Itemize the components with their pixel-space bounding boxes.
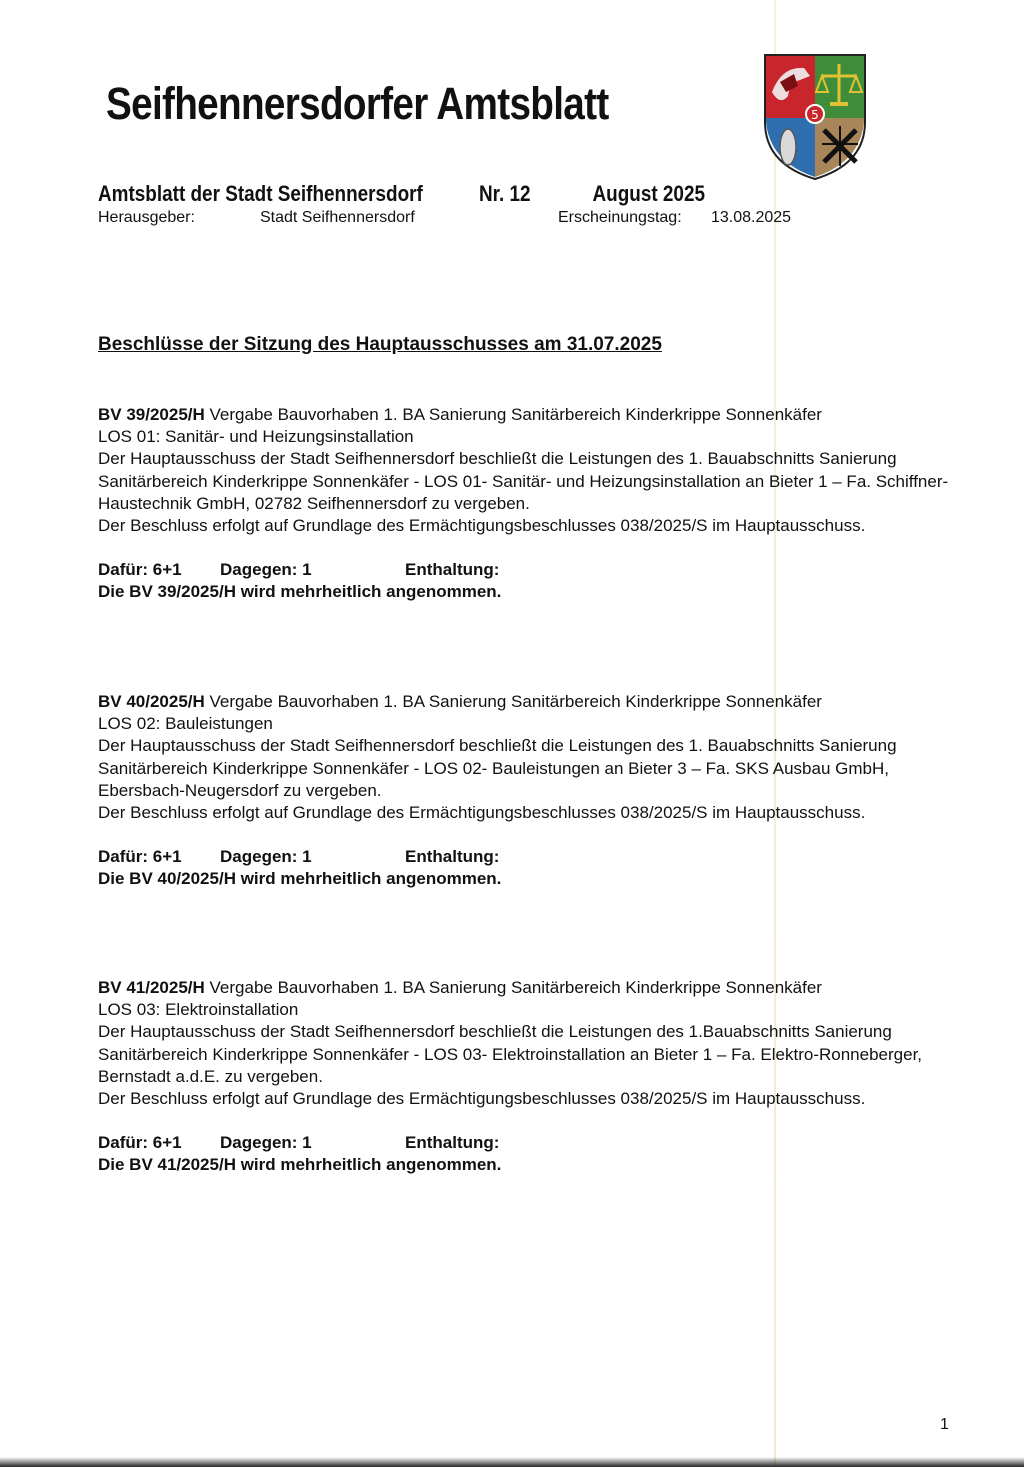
svg-text:5: 5 <box>811 108 819 122</box>
votes-abstention: Enthaltung: <box>405 560 500 580</box>
resolution-body: Der Hauptausschuss der Stadt Seifhennersdorf beschließt die Leistungen des 1.Bauabschnitts Sanierung Sanitärbereich Kinderkrippe Sonnenkäfer - LOS 03- Elektroinstallation an Bieter 1 – Fa. Elektro-Ronneberger, Bernstadt a.d.E. zu vergeben. <box>98 1022 923 1086</box>
resolution-id: BV 41/2025/H <box>98 978 205 997</box>
resolution-subject: Vergabe Bauvorhaben 1. BA Sanierung Sanitärbereich Kinderkrippe Sonnenkäfer <box>209 978 822 997</box>
votes-for: Dafür: 6+1 <box>98 560 182 580</box>
resolution-lot: LOS 03: Elektroinstallation <box>98 1000 299 1020</box>
resolution-id: BV 40/2025/H <box>98 692 205 711</box>
publisher-name: Stadt Seifhennersdorf <box>260 209 415 226</box>
resolution-block <box>98 691 958 890</box>
resolution-subject: Vergabe Bauvorhaben 1. BA Sanierung Sanitärbereich Kinderkrippe Sonnenkäfer <box>209 405 822 424</box>
publication-date: 13.08.2025 <box>711 209 792 226</box>
resolution-body: Der Hauptausschuss der Stadt Seifhennersdorf beschließt die Leistungen des 1. Bauabschnitts Sanierung Sanitärbereich Kinderkrippe Sonnenkäfer - LOS 02- Bauleistungen an Bieter 3 – Fa. SKS Ausbau GmbH, Ebersbach-Neugersdorf zu vergeben. <box>98 736 897 800</box>
section-heading: Beschlüsse der Sitzung des Hauptausschusses am 31.07.2025 <box>98 334 662 355</box>
issue-month: August 2025 <box>592 181 706 206</box>
resolution-title <box>98 691 958 713</box>
votes-for: Dafür: 6+1 <box>98 847 182 867</box>
resolution-basis: Der Beschluss erfolgt auf Grundlage des Ermächtigungsbeschlusses 038/2025/S im Hauptausschuss. <box>98 516 866 536</box>
votes-against: Dagegen: 1 <box>220 1133 312 1153</box>
coat-of-arms-icon <box>760 52 870 182</box>
votes-against: Dagegen: 1 <box>220 560 312 580</box>
resolution-id: BV 39/2025/H <box>98 405 205 424</box>
scan-bottom-edge <box>0 1457 1024 1467</box>
resolution-block <box>98 977 958 1176</box>
vote-row <box>98 846 958 868</box>
resolution-result: Die BV 39/2025/H wird mehrheitlich angenommen. <box>98 582 502 602</box>
votes-against: Dagegen: 1 <box>220 847 312 867</box>
document-title: Seifhennersdorfer Amtsblatt <box>106 78 609 129</box>
resolution-basis: Der Beschluss erfolgt auf Grundlage des Ermächtigungsbeschlusses 038/2025/S im Hauptausschuss. <box>98 803 866 823</box>
resolution-title <box>98 404 958 426</box>
resolution-result: Die BV 41/2025/H wird mehrheitlich angenommen. <box>98 1155 502 1175</box>
resolution-basis: Der Beschluss erfolgt auf Grundlage des Ermächtigungsbeschlusses 038/2025/S im Hauptausschuss. <box>98 1089 866 1109</box>
resolution-body: Der Hauptausschuss der Stadt Seifhennersdorf beschließt die Leistungen des 1. Bauabschnitts Sanierung Sanitärbereich Kinderkrippe Sonnenkäfer - LOS 01- Sanitär- und Heizungsinstallation an Bieter 1 – Fa. Schiffner-Haustechnik GmbH, 02782 Seifhennersdorf zu vergeben. <box>98 449 949 513</box>
votes-abstention: Enthaltung: <box>405 847 500 867</box>
resolution-result: Die BV 40/2025/H wird mehrheitlich angenommen. <box>98 869 502 889</box>
publication-date-label: Erscheinungstag: <box>558 209 682 226</box>
resolution-title <box>98 977 958 999</box>
resolution-lot: LOS 01: Sanitär- und Heizungsinstallation <box>98 427 414 447</box>
resolution-block <box>98 404 958 603</box>
votes-for: Dafür: 6+1 <box>98 1133 182 1153</box>
issue-number: Nr. 12 <box>478 181 531 206</box>
publication-subtitle: Amtsblatt der Stadt Seifhennersdorf <box>98 181 423 206</box>
resolution-subject: Vergabe Bauvorhaben 1. BA Sanierung Sanitärbereich Kinderkrippe Sonnenkäfer <box>209 692 822 711</box>
vote-row <box>98 559 958 581</box>
page-number: 1 <box>940 1416 949 1433</box>
vote-row <box>98 1132 958 1154</box>
votes-abstention: Enthaltung: <box>405 1133 500 1153</box>
publisher-label: Herausgeber: <box>98 209 195 226</box>
resolution-lot: LOS 02: Bauleistungen <box>98 714 273 734</box>
